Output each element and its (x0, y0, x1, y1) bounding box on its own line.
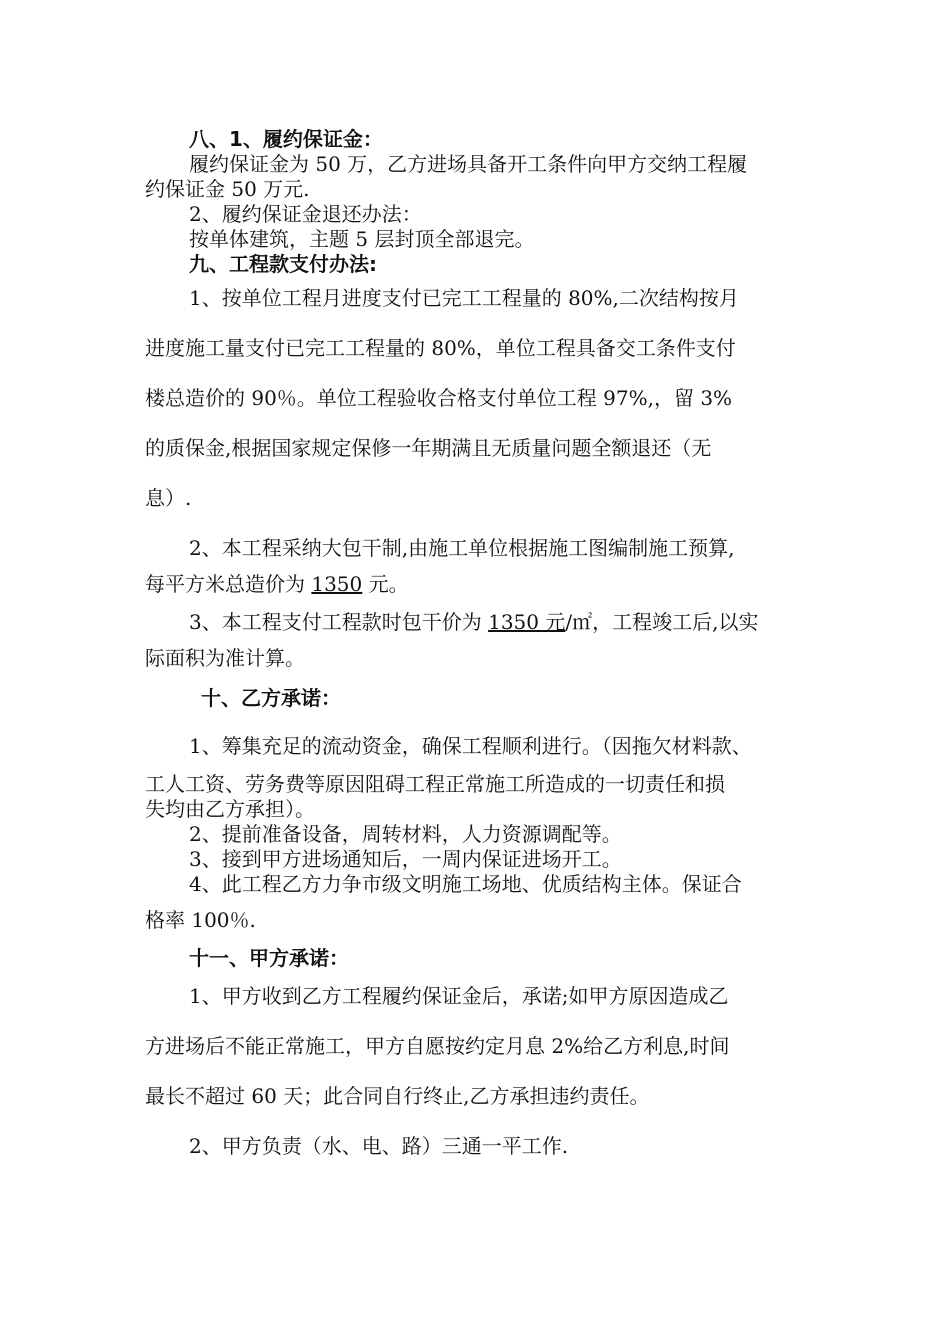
section-8-paragraph-line: 约保证金 50 万元. (145, 177, 310, 201)
section-9-item-1-line: 进度施工量支付已完工工程量的 80%，单位工程具备交工条件支付 (145, 336, 736, 360)
text-segment: 元。 (362, 572, 409, 596)
section-11-item-2: 2、甲方负责（水、电、路）三通一平工作. (189, 1134, 569, 1158)
text-segment: /㎡，工程竣工后,以实 (565, 610, 759, 634)
section-10-item-4-line: 4、此工程乙方力争市级文明施工场地、优质结构主体。保证合 (189, 872, 742, 896)
section-9-item-3-line: 际面积为准计算。 (145, 646, 305, 670)
price-value: 1350 (311, 572, 363, 596)
section-9-item-1-line: 楼总造价的 90％。单位工程验收合格支付单位工程 97%,，留 3% (145, 386, 733, 410)
text-segment: 3、本工程支付工程款时包干价为 (189, 610, 489, 634)
section-8-subheading: 2、履约保证金退还办法： (189, 202, 422, 226)
price-value: 1350 元 (488, 610, 566, 634)
section-9-item-1-line: 1、按单位工程月进度支付已完工工程量的 80%,二次结构按月 (189, 286, 739, 310)
section-9-item-2-line: 2、本工程采纳大包干制,由施工单位根据施工图编制施工预算, (189, 536, 735, 560)
section-8-heading: 八、1、履约保证金： (189, 127, 383, 151)
section-11-item-1-line: 1、甲方收到乙方工程履约保证金后，承诺;如甲方原因造成乙 (189, 984, 729, 1008)
section-10-item-4-line: 格率 100％. (145, 908, 256, 932)
section-9-item-1-line: 的质保金,根据国家规定保修一年期满且无质量问题全额退还（无 (145, 436, 712, 460)
section-10-item-1-line: 工人工资、劳务费等原因阻碍工程正常施工所造成的一切责任和损 (145, 772, 725, 796)
section-11-heading: 十一、甲方承诺： (189, 946, 349, 970)
section-10-heading: 十、乙方承诺： (201, 686, 341, 710)
text-segment: 每平方米总造价为 (145, 572, 312, 596)
section-8-paragraph-line: 履约保证金为 50 万，乙方进场具备开工条件向甲方交纳工程履 (189, 152, 748, 176)
section-10-item-2: 2、提前准备设备，周转材料，人力资源调配等。 (189, 822, 622, 846)
section-10-item-3: 3、接到甲方进场通知后，一周内保证进场开工。 (189, 847, 622, 871)
section-9-item-3-line (189, 610, 758, 634)
section-11-item-1-line: 方进场后不能正常施工，甲方自愿按约定月息 2%给乙方利息,时间 (145, 1034, 730, 1058)
section-8-paragraph-line: 按单体建筑，主题 5 层封顶全部退完。 (189, 227, 535, 251)
section-10-item-1-line: 1、筹集充足的流动资金，确保工程顺利进行。（因拖欠材料款、 (189, 734, 752, 758)
section-9-item-1-line: 息）. (145, 486, 192, 510)
section-9-heading: 九、工程款支付办法: (189, 252, 377, 276)
section-11-item-1-line: 最长不超过 60 天；此合同自行终止,乙方承担违约责任。 (145, 1084, 650, 1108)
section-9-item-2-line (145, 572, 409, 596)
section-10-item-1-line: 失均由乙方承担）。 (145, 797, 315, 821)
